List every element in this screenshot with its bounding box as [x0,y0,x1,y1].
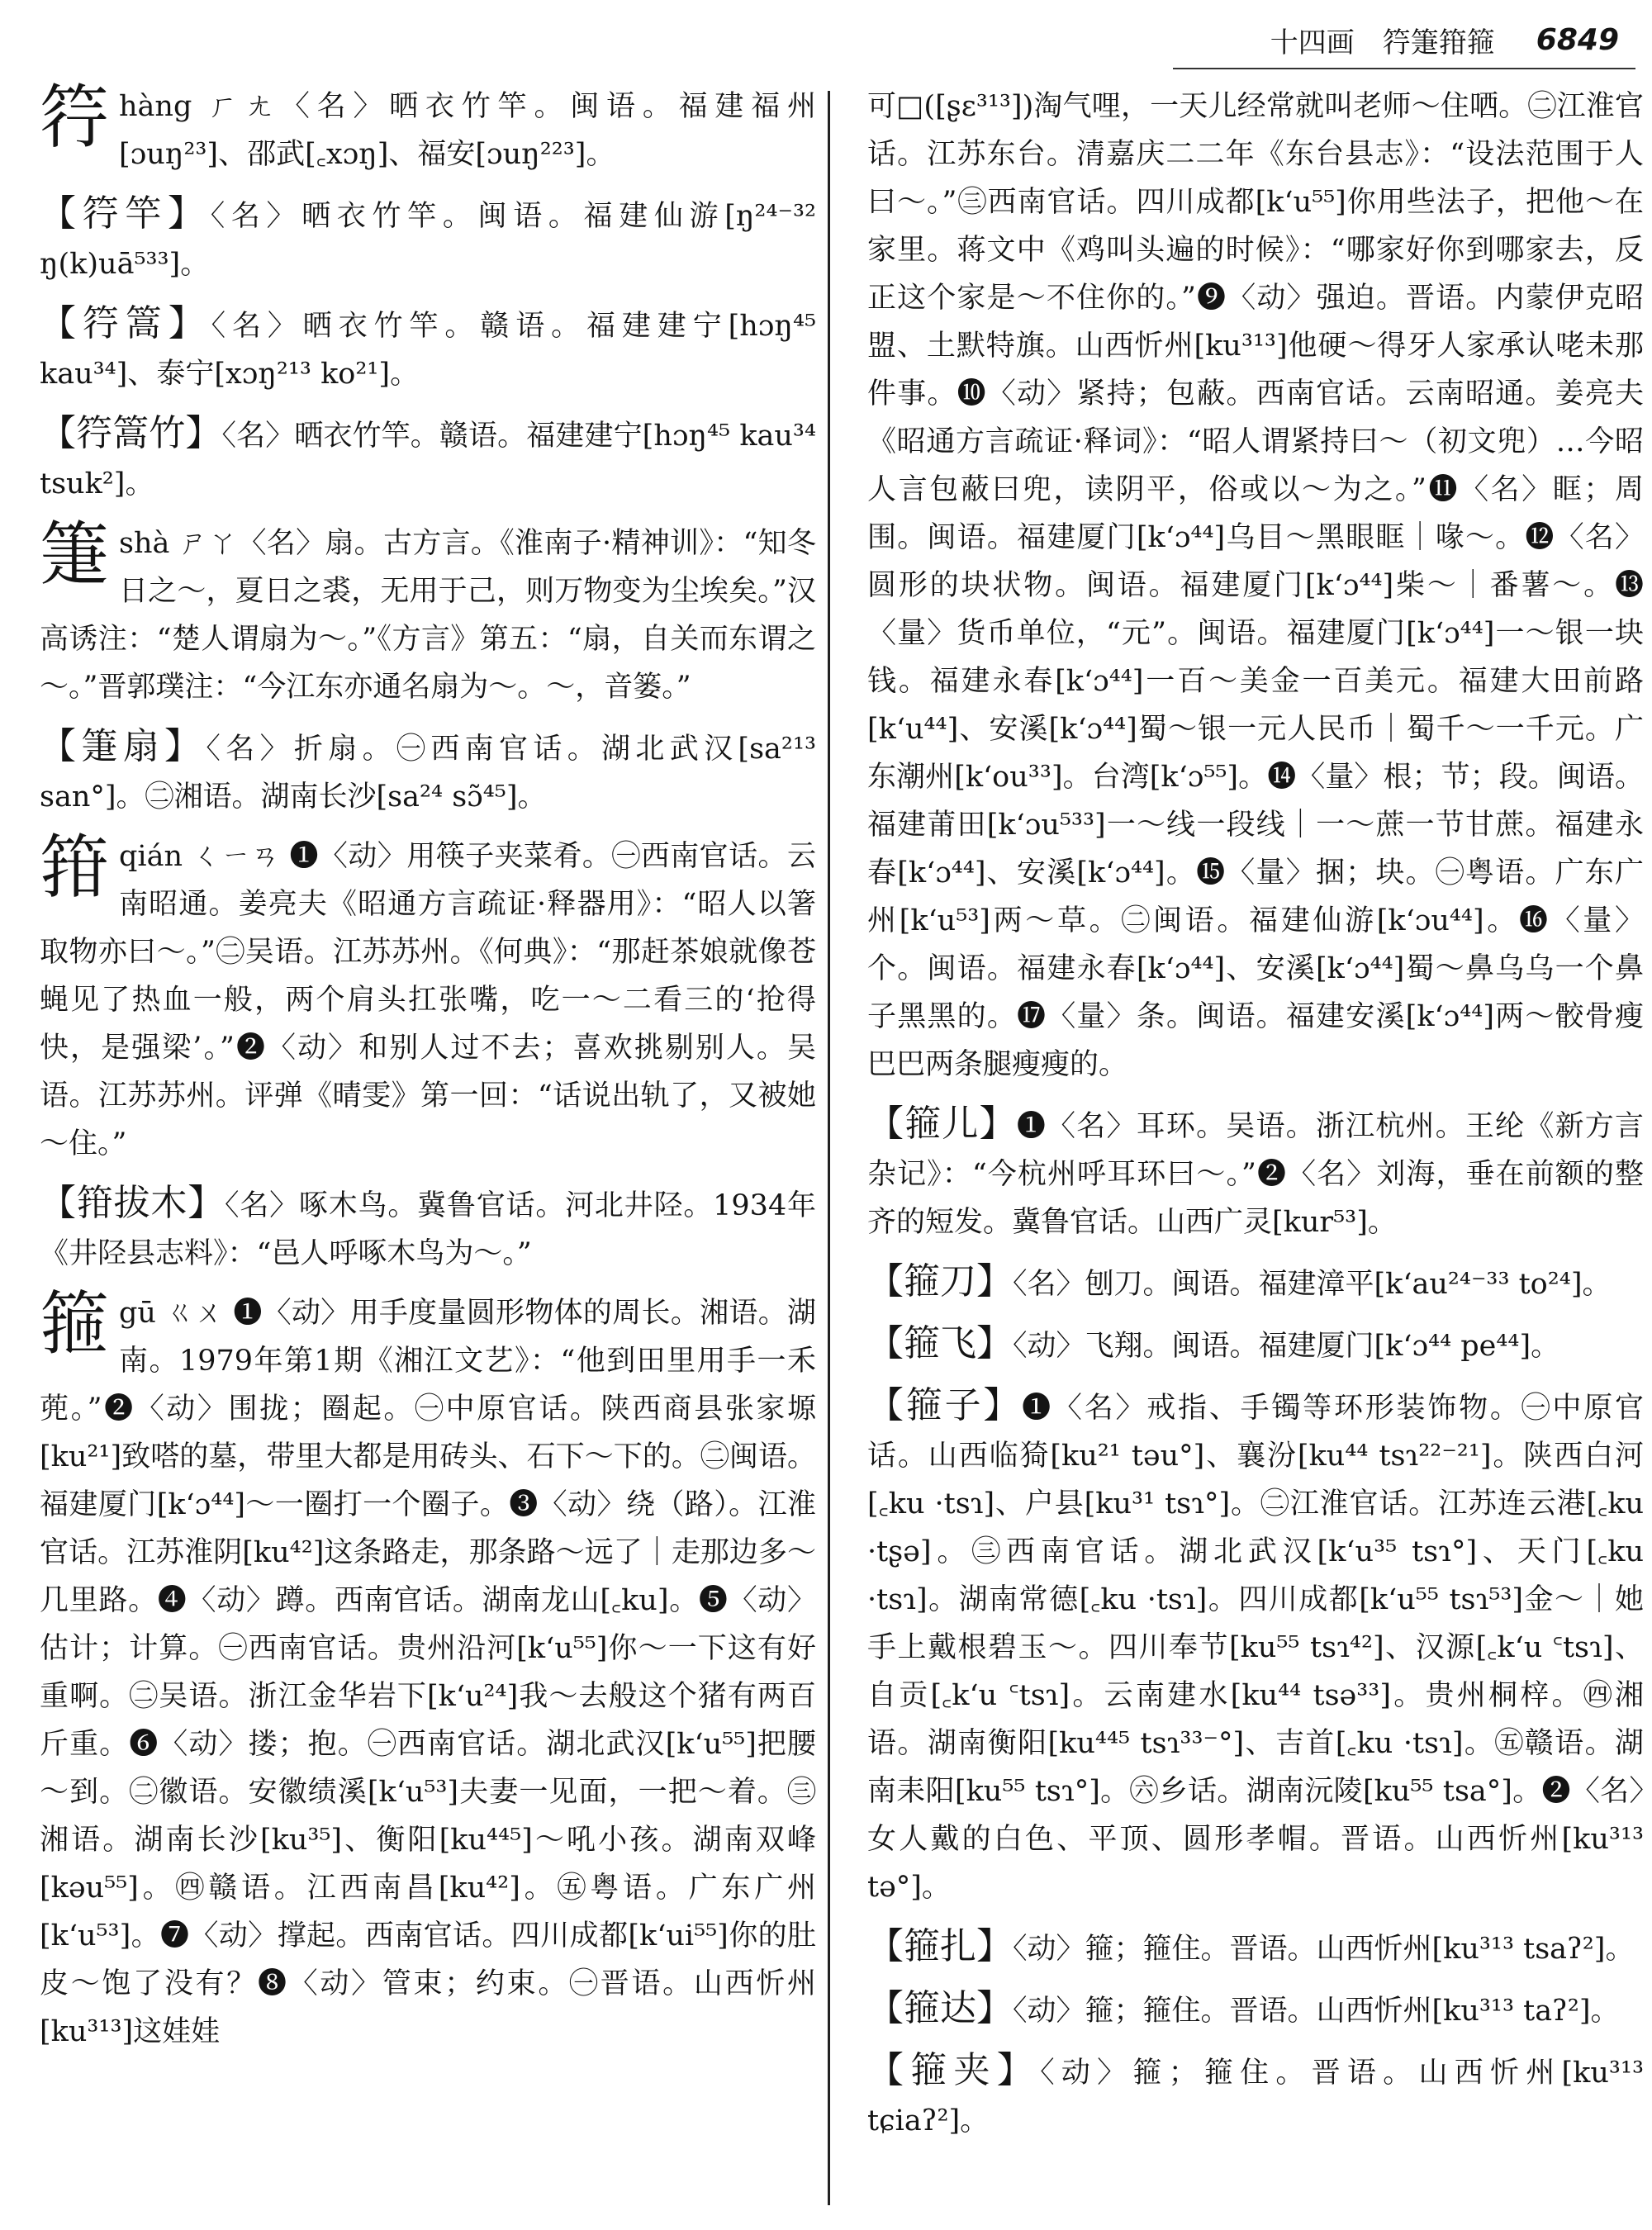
entry-definition: gū ㄍㄨ ❶〈动〉用手度量圆形物体的周长。湘语。湖南。1979年第1期《湘江文艺》：“他到田里用手一禾蔸。”❷〈动〉围拢；圈起。㊀中原官话。陕西商县张家塬[ku²¹]致嗒的墓，带里大都是用砖头、石下～下的。㊁闽语。福建厦门[k‘ɔ⁴⁴]～一圈打一个圈子。❸〈动〉绕（路）。江淮官话。江苏淮阴[ku⁴²]这条路走，那条路～远了｜走那边多～几里路。❹〈动〉蹲。西南官话。湖南龙山[꜀ku]。❺〈动〉估计；计算。㊀西南官话。贵州沿河[k‘u⁵⁵]你～一下这有好重啊。㊁吴语。浙江金华岩下[k‘u²⁴]我～去般这个猪有两百斤重。❻〈动〉搂；抱。㊀西南官话。湖北武汉[k‘u⁵⁵]把腰～到。㊁徽语。安徽绩溪[k‘u⁵³]夫妻一见面，一把～着。㊂湘语。湖南长沙[ku³⁵]、衡阳[ku⁴⁴⁵]～吼小孩。湖南双峰[kəu⁵⁵]。㊃赣语。江西南昌[ku⁴²]。㊄粤语。广东广州[k‘u⁵³]。❼〈动〉撑起。西南官话。四川成都[k‘ui⁵⁵]你的肚皮～饱了没有？❽〈动〉管束；约束。㊀晋语。山西忻州[ku³¹³]这娃娃 [40,1297,816,2048]
dictionary-entry [40,827,816,1168]
entry-headword: 【箍扎】 [867,1925,1013,1967]
entry-headword: 【筕篙竹】 [40,412,222,454]
entry-headword: 筕 [40,77,110,158]
entry-definition: 可□([ʂɛ³¹³])淘气哩，一天儿经常就叫老师～住哂。㊁江淮官话。江苏东台。清嘉庆二二年《东台县志》：“设法范围于人曰～。”㊂西南官话。四川成都[k‘u⁵⁵]你用些法子，把他～在家里。蒋文中《鸡叫头遍的时候》：“哪家好你到哪家去，反正这个家是～不住你的。”❾〈动〉强迫。晋语。内蒙伊克昭盟、土默特旗。山西忻州[ku³¹³]他硬～得牙人家承认咾未那件事。❿〈动〉紧持；包蔽。西南官话。云南昭通。姜亮夫《昭通方言疏证·释词》：“昭人谓紧持曰～（初文兜）…今昭人言包蔽曰兜，读阴平，俗或以～为之。”⓫〈名〉眶；周围。闽语。福建厦门[k‘ɔ⁴⁴]乌目～黑眼眶｜喙～。⓬〈名〉圆形的块状物。闽语。福建厦门[k‘ɔ⁴⁴]柴～｜番薯～。⓭〈量〉货币单位，“元”。闽语。福建厦门[k‘ɔ⁴⁴]一～银一块钱。福建永春[k‘ɔ⁴⁴]一百～美金一百美元。福建大田前路[k‘u⁴⁴]、安溪[k‘ɔ⁴⁴]蜀～银一元人民币｜蜀千～一千元。广东潮州[k‘ou³³]。台湾[k‘ɔ⁵⁵]。⓮〈量〉根；节；段。闽语。福建莆田[k‘ɔu⁵³³]一～线一段线｜一～蔗一节甘蔗。福建永春[k‘ɔ⁴⁴]、安溪[k‘ɔ⁴⁴]。⓯〈量〉捆；块。㊀粤语。广东广州[k‘u⁵³]两～草。㊁闽语。福建仙游[k‘ɔu⁴⁴]。⓰〈量〉个。闽语。福建永春[k‘ɔ⁴⁴]、安溪[k‘ɔ⁴⁴]蜀～鼻乌乌一个鼻子黑黑的。⓱〈量〉条。闽语。福建安溪[k‘ɔ⁴⁴]两～骹骨瘦巴巴两条腿瘦瘦的。 [867,90,1644,1081]
dictionary-entry [40,77,816,178]
dictionary-entry [40,190,816,288]
entry-definition: 〈名〉啄木鸟。冀鲁官话。河北井陉。1934年《井陉县志料》：“邑人呼啄木鸟为～。” [40,1189,817,1270]
entry-definition: 〈名〉晒衣竹竿。赣语。福建建宁[hɔŋ⁴⁵ kau³⁴]、泰宁[xɔŋ²¹³ ko²¹]。 [40,310,817,391]
entry-headword: 【箍刀】 [867,1260,1013,1302]
entry-headword: 【箍飞】 [867,1322,1013,1364]
entry-headword: 箝 [40,827,110,908]
column-divider [828,91,830,2205]
entry-headword: 【箍子】 [867,1384,1023,1426]
dictionary-entry [40,410,816,508]
dictionary-entry [40,723,816,821]
left-column [40,77,817,2067]
dictionary-entry [40,1179,816,1278]
right-column [867,83,1644,2156]
entry-definition: 〈名〉刨刀。闽语。福建漳平[k‘au²⁴⁻³³ to²⁴]。 [1013,1268,1612,1301]
entry-definition: 〈动〉飞翔。闽语。福建厦门[k‘ɔ⁴⁴ pe⁴⁴]。 [1013,1330,1560,1363]
entry-headword: 【箍达】 [867,1987,1013,2029]
entry-definition: 〈动〉箍；箍住。晋语。山西忻州[ku³¹³ tsaʔ²]。 [1013,1933,1635,1966]
entry-definition: hàng ㄏㄤ〈名〉晒衣竹竿。闽语。福建福州[ɔuŋ²³]、邵武[꜀xɔŋ]、福安[ɔuŋ²²³]。 [119,90,816,171]
dictionary-entry [40,514,816,711]
dictionary-entry [867,1100,1644,1246]
entry-definition: 〈名〉晒衣竹竿。闽语。福建仙游[ŋ²⁴⁻³² ŋ(k)uā⁵³³]。 [40,200,817,281]
entry-definition: ❶〈名〉戒指、手镯等环形装饰物。㊀中原官话。山西临猗[ku²¹ təu°]、襄汾[ku⁴⁴ tsɿ²²⁻²¹]。陕西白河[꜀ku ·tsɿ]、户县[ku³¹ tsɿ°]。㊁江淮官话。江苏连云港[꜀ku ·tʂə]。㊂西南官话。湖北武汉[k‘u³⁵ tsɿ°]、天门[꜀ku ·tsɿ]。湖南常德[꜀ku ·tsɿ]。四川成都[k‘u⁵⁵ tsɿ⁵³]金～｜她手上戴根碧玉～。四川奉节[ku⁵⁵ tsɿ⁴²]、汉源[꜀k‘u ꜂tsɿ]、自贡[꜀k‘u ꜂tsɿ]。云南建水[ku⁴⁴ tsə³³]。贵州桐梓。㊃湘语。湖南衡阳[ku⁴⁴⁵ tsɿ³³⁻°]、吉首[꜀ku ·tsɿ]。㊄赣语。湖南耒阳[ku⁵⁵ tsɿ°]。㊅乡话。湖南沅陵[ku⁵⁵ tsa°]。❷〈名〉女人戴的白色、平顶、圆形孝帽。晋语。山西忻州[ku³¹³ tə°]。 [867,1392,1644,1904]
entry-headword: 【筕篙】 [40,302,211,344]
entry-definition: 〈名〉折扇。㊀西南官话。湖北武汉[sa²¹³ san°]。㊁湘语。湖南长沙[sa²⁴ sɔ̃⁴⁵]。 [40,733,817,814]
entry-definition: 〈名〉晒衣竹竿。赣语。福建建宁[hɔŋ⁴⁵ kau³⁴ tsuk²]。 [40,420,816,501]
entry-definition: 〈动〉箍；箍住。晋语。山西忻州[ku³¹³ tɕiaʔ²]。 [867,2057,1645,2137]
header-title: 十四画 筕箑箝箍 [1270,26,1495,59]
entry-headword: 【箍儿】 [867,1103,1017,1145]
dictionary-entry [867,2047,1644,2145]
dictionary-entry [867,1923,1644,1973]
entry-definition: ❶〈名〉耳环。吴语。浙江杭州。王纶《新方言杂记》：“今杭州呼耳环曰～。”❷〈名〉刘海，垂在前额的整齐的短发。冀鲁官话。山西广灵[kur⁵³]。 [867,1110,1644,1239]
dictionary-entry [867,1382,1644,1911]
dictionary-entry [867,1320,1644,1370]
entry-headword: 【箝拔木】 [40,1182,225,1224]
dictionary-entry [40,1283,816,2056]
entry-headword: 【箑扇】 [40,725,206,767]
entry-definition: shà ㄕㄚ〈名〉扇。古方言。《淮南子·精神训》：“知冬日之～，夏日之裘，无用于己，则万物变为尘埃矣。”汉高诱注：“楚人谓扇为～。”《方言》第五：“扇，自关而东谓之～。”晋郭璞注：“今江东亦通名扇为～。～，音篓。” [40,527,816,704]
dictionary-entry [40,300,816,398]
entry-definition: 〈动〉箍；箍住。晋语。山西忻州[ku³¹³ taʔ²]。 [1013,1995,1620,2028]
header-rule [1173,68,1635,69]
page-header [793,15,1619,64]
entry-headword: 箑 [40,514,110,595]
entry-definition: qián ㄑㄧㄢ ❶〈动〉用筷子夹菜肴。㊀西南官话。云南昭通。姜亮夫《昭通方言疏证·释器用》：“昭人以箸取物亦曰～。”㊁吴语。江苏苏州。《何典》：“那赶茶娘就像苍蝇见了热血一般，两个肩头扛张嘴，吃一～二看三的‘抢得快，是强梁’。”❷〈动〉和别人过不去；喜欢挑剔别人。吴语。江苏苏州。评弹《晴雯》第一回：“话说出轨了，又被她～住。” [40,840,816,1160]
dictionary-entry [867,1258,1644,1308]
entry-headword: 箍 [40,1283,110,1364]
dictionary-entry [867,1985,1644,2035]
entry-headword: 【筕竿】 [40,192,211,235]
dictionary-entry [867,83,1644,1089]
entry-headword: 【箍夹】 [867,2049,1041,2091]
page-number: 6849 [1536,22,1619,57]
